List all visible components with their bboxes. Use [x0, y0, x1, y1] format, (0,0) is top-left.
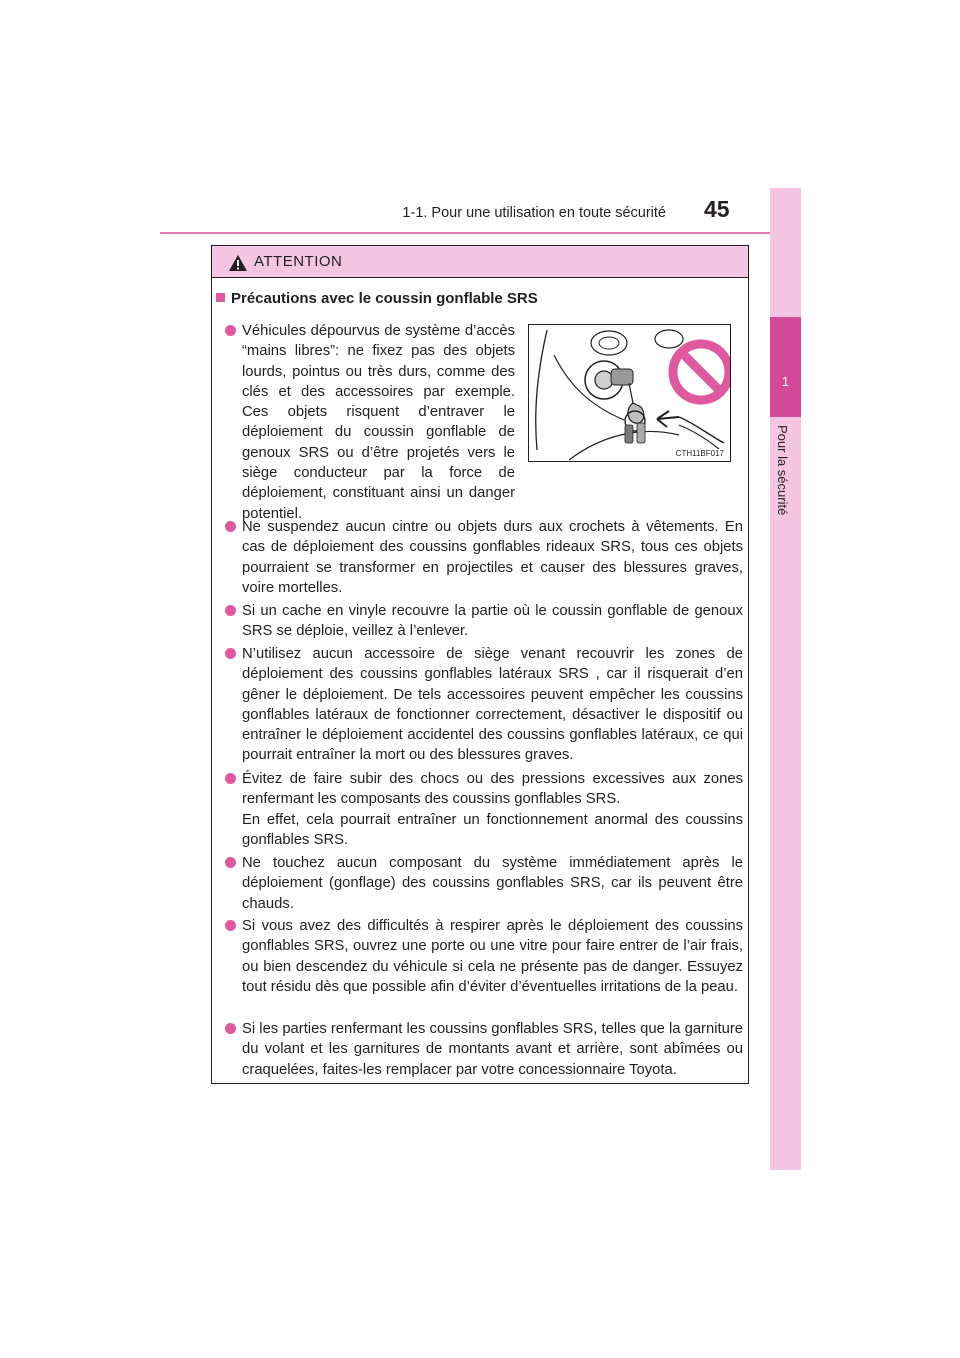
bullet-icon — [225, 920, 236, 931]
chapter-marker — [770, 317, 801, 417]
list-item: Véhicules dépourvus de système d’accès “mains libres”: ne fixez pas des objets lourds, pointus ou très durs, comme des clés et des accessoires par exemple. Ces objets risquent d’entraver le déploiement du coussin gonflable de genoux SRS ou d’être projetés vers le siège conducteur par la force de déploiement, constituant ainsi un danger potentiel. — [242, 321, 515, 524]
bullet-icon — [225, 325, 236, 336]
list-item: Ne suspendez aucun cintre ou objets durs aux crochets à vêtements. En cas de déploiement des coussins gonflables rideaux SRS, tous ces objets pourraient se transformer en projectiles et causer des blessures graves, voire mortelles. — [242, 517, 743, 598]
list-item: Évitez de faire subir des chocs ou des pressions excessives aux zones renfermant les composants des coussins gonflables SRS. En effet, cela pourrait entraîner un fonctionnement anormal des coussins gonflables SRS. — [242, 769, 743, 850]
caution-label: ATTENTION — [254, 253, 343, 270]
bullet-icon — [225, 1023, 236, 1034]
header-rule — [160, 232, 800, 234]
bullet-icon — [225, 857, 236, 868]
warning-triangle-icon — [228, 254, 248, 272]
list-item: Si un cache en vinyle recouvre la partie où le coussin gonflable de genoux SRS se déploie, veillez à l’enlever. — [242, 601, 743, 642]
caution-box — [211, 245, 749, 1084]
key-ring-hazard-illustration — [529, 325, 730, 461]
list-item: Si vous avez des difficultés à respirer après le déploiement des coussins gonflables SRS, ouvrez une porte ou une vitre pour faire entrer de l’air frais, ou bien descendez du véhicule si cela ne présente pas de danger. Essuyez tout résidu dès que possible afin d’éviter d’éventuelles irritations de la peau. — [242, 916, 743, 997]
list-item: Si les parties renfermant les coussins gonflables SRS, telles que la garniture du volant et les garnitures de montants avant et arrière, sont abîmées ou craquelées, faites-les remplacer par votre concessionnaire Toyota. — [242, 1019, 743, 1080]
bullet-icon — [225, 773, 236, 784]
illustration-code: CTH11BF017 — [675, 449, 724, 458]
square-bullet-icon — [216, 293, 225, 302]
bullet-icon — [225, 521, 236, 532]
chapter-number: 1 — [781, 374, 790, 389]
illustration-no-keys-on-ignition — [528, 324, 731, 462]
list-item: N’utilisez aucun accessoire de siège venant recouvrir les zones de déploiement des coussins gonflables latéraux SRS , car il risquerait d’en gêner le déploiement. De tels accessoires peuvent empêcher les coussins gonflables latéraux de fonctionner correctement, désactiver le dispositif ou entraîner le déploiement accidentel des coussins gonflables latéraux, ce qui pourrait entraîner la mort ou des blessures graves. — [242, 644, 743, 766]
page-number: 45 — [704, 196, 730, 222]
section-heading: 1-1. Pour une utilisation en toute sécurité — [402, 205, 666, 221]
caution-header — [212, 246, 748, 278]
bullet-icon — [225, 605, 236, 616]
bullet-icon — [225, 648, 236, 659]
section-title: Précautions avec le coussin gonflable SRS — [216, 290, 538, 307]
chapter-label: Pour la sécurité — [775, 425, 790, 516]
list-item: Ne touchez aucun composant du système immédiatement après le déploiement (gonflage) des coussins gonflables SRS, car ils peuvent être chauds. — [242, 853, 743, 914]
